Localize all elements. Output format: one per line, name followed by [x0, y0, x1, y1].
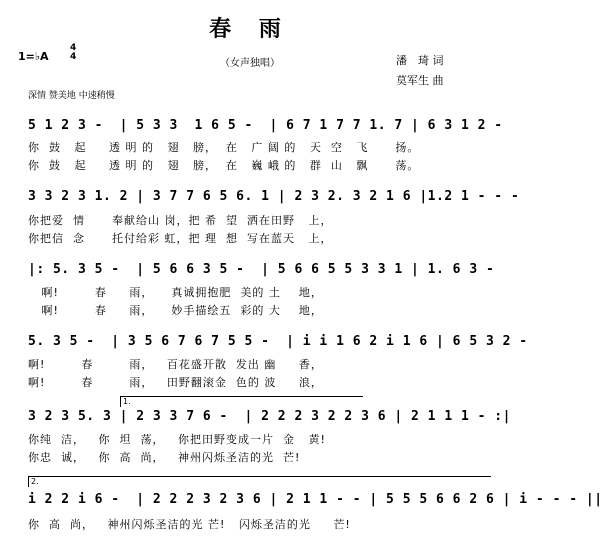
second-ending-label: 2. [31, 477, 39, 486]
lyric-4-2: 啊! 春 雨， 田野翻滚金 色的 波 浪， [28, 376, 323, 389]
lyricist-credit: 潘 琦 词 [396, 54, 444, 67]
second-ending-bracket [28, 476, 491, 487]
notation-line-1: 5 1 2 3 - | 5 3 3 1 6 5 - | 6 7 1 7 7 1. 7 | 6 3 1 2 - [28, 118, 503, 133]
notation-line-5: 3 2 3 5. 3 | 2 3 3 7 6 - | 2 2 2 3 2 2 3 6 | 2 1 1 1 - :| [28, 409, 511, 424]
notation-line-6: i 2 2 i 6 - | 2 2 2 3 2 3 6 | 2 1 1 - - | 5 5 5 6 6 2 6 | i - - - || [28, 492, 603, 507]
notation-line-4: 5. 3 5 - | 3 5 6 7 6 7 5 5 - | i i 1 6 2 i 1 6 | 6 5 3 2 - [28, 334, 528, 349]
lyric-3-2: 啊! 春 雨， 妙手描绘五 彩的 大 地， [28, 304, 323, 317]
lyric-1-2: 你 鼓 起 透 明 的 翅 膀， 在 巍 峨 的 群 山 飘 荡。 [28, 159, 420, 172]
song-title: 春 雨 [209, 17, 291, 42]
lyric-3-1: 啊! 春 雨， 真诚拥抱肥 美的 土 地， [28, 286, 323, 299]
composer-credit: 莫军生 曲 [396, 74, 444, 87]
lyric-4-1: 啊! 春 雨， 百花盛开散 发出 幽 香， [28, 358, 323, 371]
notation-line-3: |: 5. 3 5 - | 5 6 6 3 5 - | 5 6 6 5 5 3 3 1 | 1. 6 3 - [28, 262, 495, 277]
first-ending-label: 1. [123, 397, 131, 406]
subtitle: （女声独唱） [220, 58, 280, 69]
lyric-2-1: 你把爱 情 奉献给山 岗，把 希 望 洒在田野 上， [28, 214, 333, 227]
tempo-marking: 深情 赞美地 中速稍慢 [28, 91, 115, 101]
key-signature: 1=♭A [18, 50, 49, 63]
lyric-5-1: 你纯 洁， 你 坦 荡， 你把田野变成一片 金 黄! [28, 433, 326, 446]
meter-top: 4 [70, 43, 77, 53]
lyric-5-2: 你忠 诚， 你 高 尚， 神州闪烁圣洁的光 芒! [28, 451, 301, 464]
first-ending-bracket [120, 396, 363, 407]
lyric-2-2: 你把信 念 托付给彩 虹，把 理 想 写在蓝天 上， [28, 232, 333, 245]
notation-line-2: 3 3 2 3 1. 2 | 3 7 7 6 5 6. 1 | 2 3 2. 3 2 1 6 |1.2 1 - - - [28, 189, 520, 204]
lyric-6-1: 你 高 尚， 神州闪烁圣洁的光 芒! 闪烁圣洁的光 芒! [28, 518, 351, 531]
meter-bottom: 4 [70, 52, 77, 62]
lyric-1-1: 你 鼓 起 透 明 的 翅 膀， 在 广 阔 的 天 空 飞 扬。 [28, 141, 420, 154]
